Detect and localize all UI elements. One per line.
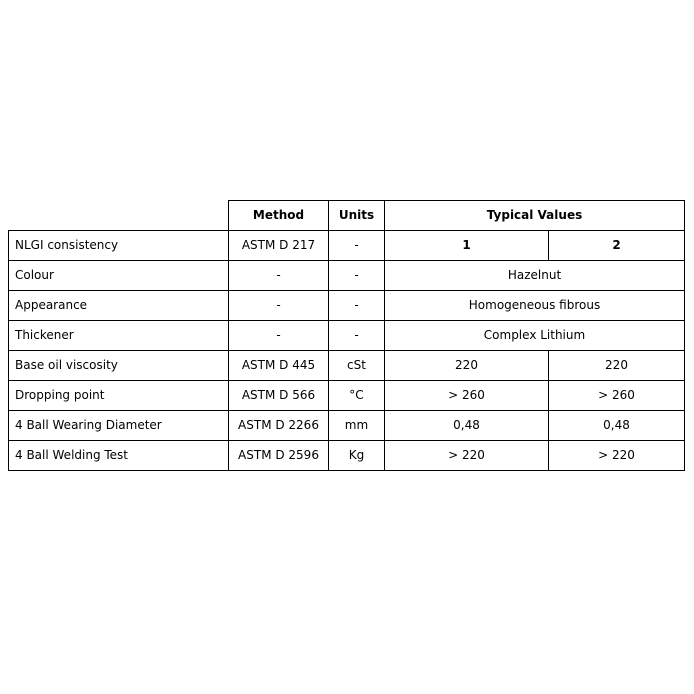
header-method: Method [229, 201, 329, 231]
table-row [9, 261, 685, 291]
row-property: NLGI consistency [9, 231, 229, 261]
row-units: - [329, 261, 385, 291]
row-units: - [329, 291, 385, 321]
table-row [9, 411, 685, 441]
row-value-2: > 220 [549, 441, 685, 471]
row-property: Appearance [9, 291, 229, 321]
row-method: - [229, 291, 329, 321]
row-units: - [329, 231, 385, 261]
row-property: 4 Ball Wearing Diameter [9, 411, 229, 441]
row-value-2: 0,48 [549, 411, 685, 441]
row-property: Dropping point [9, 381, 229, 411]
row-method: ASTM D 2596 [229, 441, 329, 471]
table-row [9, 291, 685, 321]
row-property: Thickener [9, 321, 229, 351]
row-units: cSt [329, 351, 385, 381]
table-row [9, 441, 685, 471]
row-value-1: 1 [385, 231, 549, 261]
row-method: ASTM D 217 [229, 231, 329, 261]
header-empty-cell [9, 201, 229, 231]
row-units: Kg [329, 441, 385, 471]
row-units: - [329, 321, 385, 351]
row-property: Base oil viscosity [9, 351, 229, 381]
row-value-2: 2 [549, 231, 685, 261]
header-typical-values: Typical Values [385, 201, 685, 231]
row-method: ASTM D 445 [229, 351, 329, 381]
row-property: Colour [9, 261, 229, 291]
row-value-1: > 220 [385, 441, 549, 471]
row-value: Complex Lithium [385, 321, 685, 351]
row-units: °C [329, 381, 385, 411]
row-value: Homogeneous fibrous [385, 291, 685, 321]
header-units: Units [329, 201, 385, 231]
table-row [9, 381, 685, 411]
row-method: - [229, 321, 329, 351]
table-row [9, 351, 685, 381]
specifications-table [8, 200, 685, 471]
row-value-2: 220 [549, 351, 685, 381]
row-units: mm [329, 411, 385, 441]
row-value-1: > 260 [385, 381, 549, 411]
row-property: 4 Ball Welding Test [9, 441, 229, 471]
table-row [9, 231, 685, 261]
row-method: ASTM D 2266 [229, 411, 329, 441]
row-value: Hazelnut [385, 261, 685, 291]
table-header-row [9, 201, 685, 231]
row-value-1: 220 [385, 351, 549, 381]
row-method: ASTM D 566 [229, 381, 329, 411]
row-method: - [229, 261, 329, 291]
row-value-1: 0,48 [385, 411, 549, 441]
table-row [9, 321, 685, 351]
row-value-2: > 260 [549, 381, 685, 411]
